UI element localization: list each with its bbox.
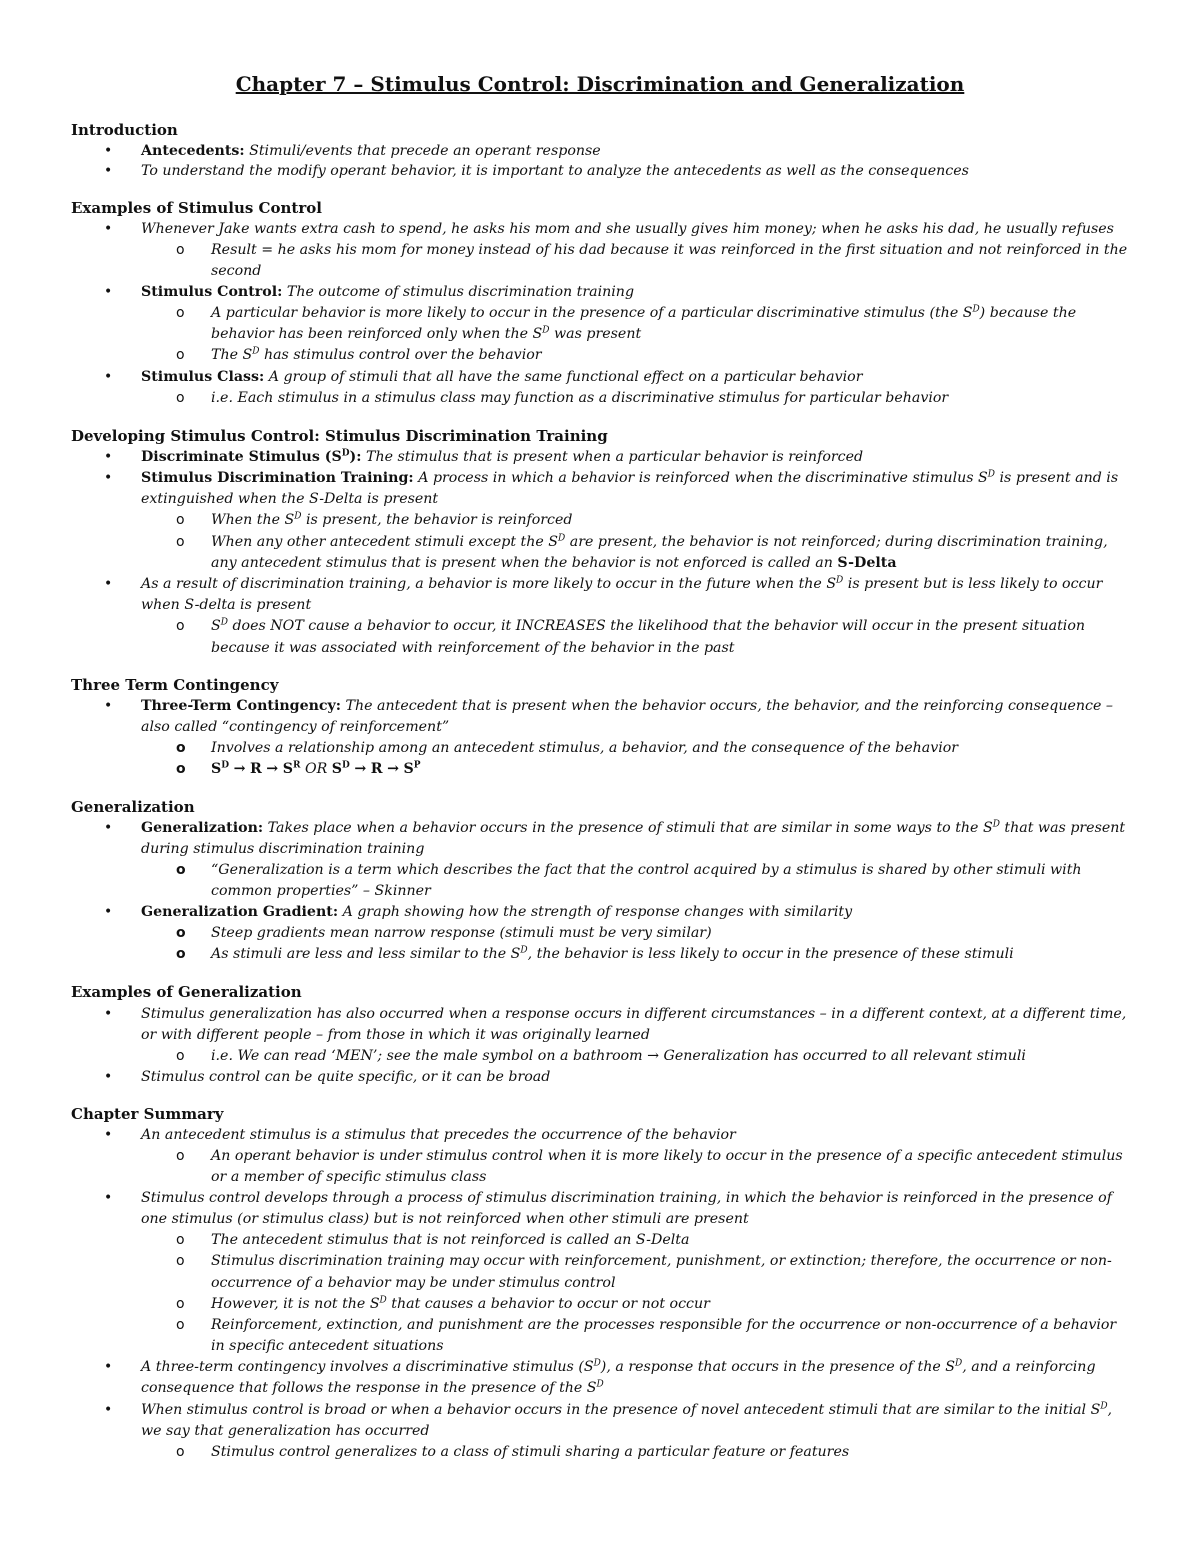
list-item: Stimulus discrimination training may occur with reinforcement, punishment, or extinction; therefore, the occurrence or non- xyxy=(211,1253,1112,1269)
list-item: An antecedent stimulus is a stimulus that precedes the occurrence of the behavior xyxy=(141,1127,736,1143)
bullet-icon: • xyxy=(104,284,113,300)
list-item-continuation: any antecedent stimulus that is present when the behavior is not enforced is called an S-Delta xyxy=(211,555,897,571)
bullet-icon: • xyxy=(104,1069,113,1085)
list-item-continuation: behavior has been reinforced only when the $S^D$ was present xyxy=(211,325,642,342)
list-item: The $S^D$ has stimulus control over the behavior xyxy=(211,346,542,363)
list-item: Three-Term Contingency: The antecedent that is present when the behavior occurs, the behavior, and the reinforcing consequence – xyxy=(141,698,1113,714)
list-item-continuation: consequence that follows the response in the presence of the $S^D$ xyxy=(141,1379,604,1396)
section-heading-introduction: Introduction xyxy=(71,121,178,139)
list-item: Generalization Gradient: A graph showing how the strength of response changes with similarity xyxy=(141,904,853,920)
bullet-icon: • xyxy=(104,576,113,592)
bullet-icon: • xyxy=(104,1359,113,1375)
list-item-continuation: or with different people – from those in which it was originally learned xyxy=(141,1027,650,1043)
bullet-icon: • xyxy=(104,163,113,179)
list-item-continuation: also called “contingency of reinforcement” xyxy=(141,719,450,735)
list-item-continuation: extinguished when the S-Delta is present xyxy=(141,491,439,507)
list-item-continuation: second xyxy=(211,263,262,279)
list-item-continuation: when S-delta is present xyxy=(141,597,312,613)
bullet-icon: • xyxy=(104,369,113,385)
list-item: The antecedent stimulus that is not reinforced is called an S-Delta xyxy=(211,1232,690,1248)
bullet-icon: • xyxy=(104,143,113,159)
bullet-icon: • xyxy=(104,449,113,465)
list-item: “Generalization is a term which describes the fact that the control acquired by a stimulus is shared by other stimuli with xyxy=(211,862,1082,878)
list-item: To understand the modify operant behavior, it is important to analyze the antecedents as well as the consequences xyxy=(141,163,969,179)
list-item: Generalization: Takes place when a behavior occurs in the presence of stimuli that are similar in some ways to the $S^D$ that was present xyxy=(141,819,1126,836)
list-item: Stimulus Discrimination Training: A process in which a behavior is reinforced when the discriminative stimulus $S^D$ is present and is xyxy=(141,469,1119,486)
list-item: When any other antecedent stimuli except the $S^D$ are present, the behavior is not reinforced; during discrimination training, xyxy=(211,533,1108,550)
list-item: Antecedents: Stimuli/events that precede an operant response xyxy=(141,143,601,159)
sub-bullet-icon: o xyxy=(176,1048,185,1064)
list-item: Stimulus Control: The outcome of stimulus discrimination training xyxy=(141,284,635,300)
arrow-right-icon: → xyxy=(354,761,367,777)
bullet-icon: • xyxy=(104,698,113,714)
list-item-continuation: because it was associated with reinforcement of the behavior in the past xyxy=(211,640,735,656)
bullet-icon: • xyxy=(104,221,113,237)
sub-bullet-icon: o xyxy=(176,1253,185,1269)
bullet-icon: • xyxy=(104,1402,113,1418)
list-item: Discriminate Stimulus $(S^D)$: The stimulus that is present when a particular behavior is reinforced xyxy=(141,448,864,465)
list-item: When stimulus control is broad or when a behavior occurs in the presence of novel antecedent stimuli that are similar to the initial $S^D$, xyxy=(141,1401,1113,1418)
list-item-continuation: occurrence of a behavior may be under stimulus control xyxy=(211,1275,616,1291)
sub-bullet-icon: o xyxy=(176,740,186,756)
list-item: Involves a relationship among an antecedent stimulus, a behavior, and the consequence of the behavior xyxy=(211,740,959,756)
section-heading-examples-generalization: Examples of Generalization xyxy=(71,983,302,1001)
page-title: Chapter 7 – Stimulus Control: Discrimination and Generalization xyxy=(235,72,965,96)
list-item-continuation: in specific antecedent situations xyxy=(211,1338,444,1354)
sub-bullet-icon: o xyxy=(176,1232,185,1248)
list-item: A three-term contingency involves a discriminative stimulus $(S^D)$, a response that occurs in the presence of the $S^D$, and a reinforcing xyxy=(141,1358,1096,1375)
sub-bullet-icon: o xyxy=(176,305,185,321)
section-heading-examples-stimulus-control: Examples of Stimulus Control xyxy=(71,199,322,217)
sub-bullet-icon: o xyxy=(176,925,186,941)
bullet-icon: • xyxy=(104,1006,113,1022)
list-item: i.e. Each stimulus in a stimulus class may function as a discriminative stimulus for particular behavior xyxy=(211,390,949,406)
list-item: Reinforcement, extinction, and punishment are the processes responsible for the occurrence or non-occurrence of a behavior xyxy=(211,1317,1117,1333)
sub-bullet-icon: o xyxy=(176,534,185,550)
bullet-icon: • xyxy=(104,470,113,486)
section-heading-developing-stimulus-control: Developing Stimulus Control: Stimulus Discrimination Training xyxy=(71,427,608,445)
sub-bullet-icon: o xyxy=(176,761,186,777)
list-item: However, it is not the $S^D$ that causes a behavior to occur or not occur xyxy=(211,1295,710,1312)
arrow-right-icon: → xyxy=(233,761,246,777)
sub-bullet-icon: o xyxy=(176,862,186,878)
list-item: $S^D$ does NOT cause a behavior to occur, it INCREASES the likelihood that the behavior will occur in the present situation xyxy=(211,617,1086,634)
sub-bullet-icon: o xyxy=(176,390,185,406)
contingency-formula: $S^D \to R \to S^R$ OR $S^D \to R \to S^P$ xyxy=(211,760,421,777)
sub-bullet-icon: o xyxy=(176,1296,185,1312)
list-item: Stimulus control can be quite specific, or it can be broad xyxy=(141,1069,551,1085)
bullet-icon: • xyxy=(104,1127,113,1143)
arrow-right-icon: → xyxy=(266,761,279,777)
list-item: An operant behavior is under stimulus control when it is more likely to occur in the presence of a specific antecedent stimulus xyxy=(211,1148,1123,1164)
list-item-continuation: we say that generalization has occurred xyxy=(141,1423,430,1439)
sub-bullet-icon: o xyxy=(176,946,186,962)
section-heading-generalization: Generalization xyxy=(71,798,195,816)
list-item: i.e. We can read ‘MEN’; see the male symbol on a bathroom → Generalization has occurred to all relevant stimuli xyxy=(211,1048,1026,1064)
list-item: When the $S^D$ is present, the behavior is reinforced xyxy=(211,511,573,528)
section-heading-chapter-summary: Chapter Summary xyxy=(71,1105,224,1123)
list-item-continuation: one stimulus (or stimulus class) but is not reinforced when other stimuli are present xyxy=(141,1211,749,1227)
list-item: As stimuli are less and less similar to the $S^D$, the behavior is less likely to occur in the presence of these stimuli xyxy=(211,945,1014,962)
list-item-continuation: common properties” – Skinner xyxy=(211,883,431,899)
sub-bullet-icon: o xyxy=(176,512,185,528)
list-item: A particular behavior is more likely to occur in the presence of a particular discriminative stimulus (the $S^D$) because the xyxy=(211,304,1077,321)
list-item: As a result of discrimination training, a behavior is more likely to occur in the future when the $S^D$ is present but is less likely to occur xyxy=(141,575,1103,592)
list-item-continuation: during stimulus discrimination training xyxy=(141,841,425,857)
list-item: Steep gradients mean narrow response (stimuli must be very similar) xyxy=(211,925,712,941)
sub-bullet-icon: o xyxy=(176,242,185,258)
list-item: Stimulus control develops through a process of stimulus discrimination training, in which the behavior is reinforced in the presence of xyxy=(141,1190,1112,1206)
list-item: Result = he asks his mom for money instead of his dad because it was reinforced in the first situation and not reinforced in the xyxy=(211,242,1128,258)
sub-bullet-icon: o xyxy=(176,1317,185,1333)
list-item: Stimulus generalization has also occurred when a response occurs in different circumstances – in a different context, at a different time, xyxy=(141,1006,1127,1022)
bullet-icon: • xyxy=(104,820,113,836)
list-item: Whenever Jake wants extra cash to spend, he asks his mom and she usually gives him money; when he asks his dad, he usually refuses xyxy=(141,221,1114,237)
section-heading-three-term-contingency: Three Term Contingency xyxy=(71,676,279,694)
sub-bullet-icon: o xyxy=(176,1444,185,1460)
sub-bullet-icon: o xyxy=(176,1148,185,1164)
list-item: Stimulus control generalizes to a class of stimuli sharing a particular feature or features xyxy=(211,1444,850,1460)
sub-bullet-icon: o xyxy=(176,618,185,634)
sub-bullet-icon: o xyxy=(176,347,185,363)
arrow-right-icon: → xyxy=(387,761,399,777)
bullet-icon: • xyxy=(104,1190,113,1206)
list-item: Stimulus Class: A group of stimuli that all have the same functional effect on a particular behavior xyxy=(141,369,863,385)
bullet-icon: • xyxy=(104,904,113,920)
list-item-continuation: or a member of specific stimulus class xyxy=(211,1169,487,1185)
